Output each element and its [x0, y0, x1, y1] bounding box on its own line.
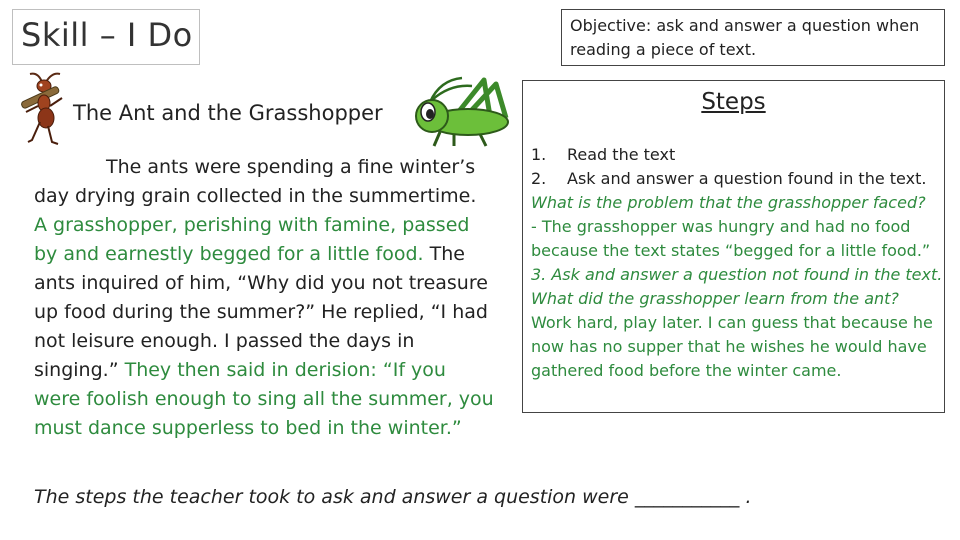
steps-box: [522, 80, 945, 413]
question-2: What did the grasshopper learn from the ant?: [531, 289, 899, 308]
skill-title: Skill – I Do: [21, 16, 193, 54]
story-segment-3: The ants inquired of him, “Why did you not treasure up food during the summer?” He replied, “I had not leisure enough. I passed the days in singing.”: [34, 243, 488, 381]
step-2: 2. Ask and answer a question found in the text.: [531, 169, 927, 188]
question-1: What is the problem that the grasshopper faced?: [531, 193, 926, 212]
story-segment-4: They then said in derision: “If you were foolish enough to sing all the summer, you must dance supperless to bed in the winter.”: [34, 359, 494, 439]
steps-title: Steps: [701, 89, 766, 115]
ant-illustration-icon: [16, 70, 76, 150]
answer-1-line-2: because the text states “begged for a little food.”: [531, 241, 931, 260]
answer-2-line-1: Work hard, play later. I can guess that because he: [531, 313, 933, 332]
objective-box: Objective: ask and answer a question when reading a piece of text.: [561, 9, 945, 66]
fill-in-prompt: The steps the teacher took to ask and answer a question were ___________ .: [34, 486, 752, 508]
story-title: The Ant and the Grasshopper: [73, 101, 383, 125]
story-passage: [34, 153, 494, 443]
step-3: 3. Ask and answer a question not found in the text.: [531, 265, 943, 284]
skill-title-box: [12, 9, 200, 65]
steps-list: [531, 143, 943, 383]
story-segment-2: A grasshopper, perishing with famine, passed by and earnestly begged for a little food.: [34, 214, 470, 265]
answer-2-line-2: now has no supper that he wishes he would have: [531, 337, 927, 356]
answer-2-line-3: gathered food before the winter came.: [531, 361, 842, 380]
story-segment-1: The ants were spending a fine winter’s day drying grain collected in the summertime.: [34, 156, 477, 207]
step-1: 1. Read the text: [531, 145, 676, 164]
grasshopper-illustration-icon: [410, 76, 514, 148]
answer-1-line-1: - The grasshopper was hungry and had no food: [531, 217, 911, 236]
